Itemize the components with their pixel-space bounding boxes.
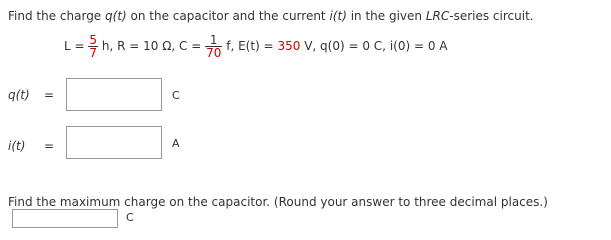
inductance-label: L = bbox=[64, 39, 85, 53]
inductance-fraction: $\frac{5}{7}$ bbox=[89, 33, 98, 60]
q-answer-input[interactable] bbox=[66, 78, 162, 111]
question-text: Find the charge q(t) on the capacitor and the current i(t) in the given LRC-series circuit. bbox=[8, 9, 534, 23]
given-values bbox=[64, 34, 448, 59]
initial-current: i(0) = 0 A bbox=[389, 39, 448, 53]
capacitance-fraction: $\frac{1}{70}$ bbox=[206, 33, 222, 60]
capacitance-label: C = bbox=[179, 39, 202, 53]
circuit-type: LRC bbox=[425, 9, 450, 23]
q-function: q(t) bbox=[105, 9, 127, 23]
q-equals: = bbox=[44, 88, 55, 102]
i-equals: = bbox=[44, 139, 55, 153]
emf-value: 350 bbox=[277, 39, 301, 53]
i-answer-input[interactable] bbox=[66, 126, 162, 159]
i-function: i(t) bbox=[329, 9, 347, 23]
capacitance-unit: f, bbox=[226, 39, 235, 53]
max-charge-input[interactable] bbox=[12, 209, 118, 228]
emf-label: E(t) = bbox=[238, 39, 274, 53]
max-charge-unit: C bbox=[126, 211, 134, 224]
initial-charge: q(0) = 0 C, bbox=[320, 39, 386, 53]
max-charge-prompt: Find the maximum charge on the capacitor. (Round your answer to three decimal places.) bbox=[8, 195, 548, 209]
q-unit: C bbox=[172, 89, 180, 102]
i-unit: A bbox=[172, 137, 180, 150]
q-answer-label: q(t) bbox=[8, 88, 30, 102]
inductance-unit: h, bbox=[101, 39, 114, 53]
i-answer-label: i(t) bbox=[8, 139, 26, 153]
resistance: R = 10 Ω, bbox=[117, 39, 176, 53]
emf-unit: V, bbox=[304, 39, 317, 53]
